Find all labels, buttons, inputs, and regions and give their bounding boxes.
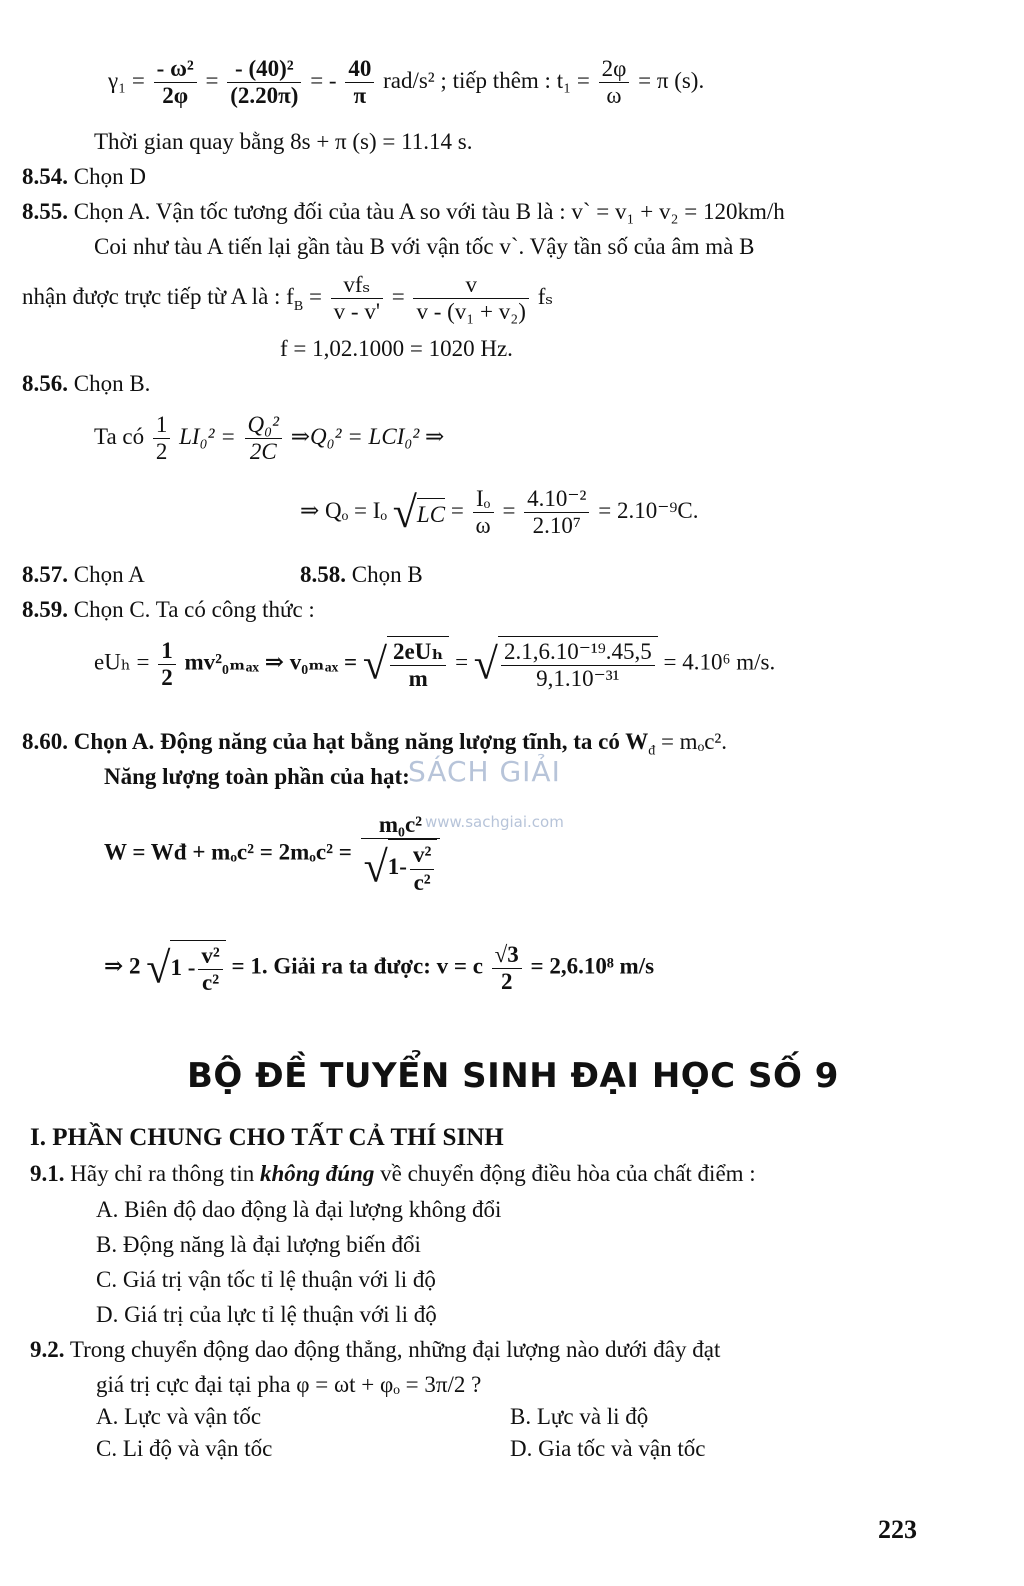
answer-8-56 (22, 370, 150, 398)
frac-1 (154, 56, 197, 110)
answer-number: 8.60. (22, 729, 68, 754)
answer-text: Chọn A. Động năng của hạt bằng năng lượng tĩnh, ta có W (73, 729, 649, 754)
frac-den: m (408, 666, 428, 692)
frac-r1 (390, 639, 446, 693)
total-time: Thời gian quay bằng 8s + π (s) = 11.14 s. (94, 129, 473, 154)
formula-pre: ⇒ 2 (104, 953, 141, 979)
radicand-pre: 1 - (170, 955, 196, 981)
frac-den: v - v' (333, 299, 380, 325)
option-9-1-b: B. Động năng là đại lượng biến đổi (96, 1232, 421, 1257)
answer-8-59-eq (94, 636, 775, 693)
frac-den: 9,1.10⁻³¹ (536, 666, 620, 692)
frac-doppler-1 (331, 272, 383, 326)
question-9-1 (30, 1160, 756, 1188)
radicand: LC (417, 498, 445, 529)
formula-mid: = 1. Giải ra ta được: v = c (231, 953, 483, 979)
formula-pre: ⇒ Qₒ = Iₒ (300, 498, 388, 524)
radical-sign: √ (146, 943, 171, 993)
frac-num: m₀c² (361, 812, 441, 839)
answer-number: 8.56. (22, 371, 68, 396)
part-title: I. PHẦN CHUNG CHO TẤT CẢ THÍ SINH (30, 1124, 504, 1151)
frac-2 (227, 56, 301, 110)
section-title: BỘ ĐỀ TUYỂN SINH ĐẠI HỌC SỐ 9 (187, 1056, 839, 1096)
equals: = (502, 498, 516, 524)
formula-pre: eUₕ = (94, 649, 150, 675)
question-text: Trong chuyển động dao động thẳng, những đại lượng nào dưới đây đạt (69, 1337, 721, 1362)
answer-text: Chọn D (73, 164, 146, 189)
question-number: 9.1. (30, 1161, 65, 1186)
answer-text: Chọn A (73, 562, 145, 587)
frac-den: 2 (155, 439, 168, 465)
frac-den: 2φ (162, 83, 189, 109)
answer-text-tail: = mₒc². (660, 729, 728, 754)
answer-number: 8.55. (22, 199, 68, 224)
frac-energy (361, 812, 441, 896)
frac-den: c² (202, 970, 220, 996)
frac-den: ω (606, 83, 622, 109)
frac-half (153, 412, 171, 466)
frac-4 (599, 56, 630, 110)
frac-den: π (353, 83, 367, 109)
option-9-2-c: C. Li độ và vận tốc (96, 1436, 273, 1461)
frac-num: Q₀² (245, 412, 283, 439)
subscript: đ (648, 743, 656, 759)
option-9-1-a: A. Biên độ dao động là đại lượng không đổi (96, 1197, 502, 1222)
option-9-2-d: D. Gia tốc và vận tốc (510, 1436, 706, 1461)
answer-text: Chọn B (351, 562, 423, 587)
frac-q (245, 412, 283, 466)
question-9-2 (30, 1336, 720, 1364)
formula-tail: = 4.10⁶ m/s. (663, 649, 776, 675)
answer-number: 8.54. (22, 164, 68, 189)
frac-den: 2C (249, 439, 277, 465)
frac-v2c2 (198, 943, 222, 997)
formula-pre: Ta có (94, 424, 145, 450)
answer-8-55 (22, 198, 785, 226)
frac-v2c2 (410, 842, 434, 896)
frac-num: - (40)² (227, 56, 301, 83)
option-9-1-c: C. Giá trị vận tốc tỉ lệ thuận với li độ (96, 1267, 436, 1292)
option-9-2-b: B. Lực và li độ (510, 1404, 649, 1429)
equals: = - (310, 68, 337, 94)
frac-io (473, 486, 494, 540)
answer-8-59 (22, 596, 315, 624)
equals: = (205, 68, 219, 94)
radical-sign: √ (362, 639, 387, 689)
watermark-logo: SÁCH GIẢI (408, 755, 561, 788)
frac-num: 2.1,6.10⁻¹⁹.45,5 (501, 639, 655, 666)
answer-8-58 (300, 561, 423, 589)
eq-gamma-tail: = π (s). (638, 68, 705, 94)
formula-pre: W = Wđ + mₒc² = 2mₒc² = (104, 839, 352, 865)
frac-num: 40 (345, 56, 374, 83)
frac-num: 2eUₕ (390, 639, 446, 666)
question-text-tail: về chuyển động điều hòa của chất điểm : (380, 1161, 756, 1186)
formula-tail: ⇒Q₀² = LCI₀² ⇒ (290, 424, 445, 450)
page-number: 223 (878, 1515, 917, 1544)
frac-r2 (501, 639, 655, 693)
frac-doppler-2 (413, 272, 529, 326)
option-9-1-d: D. Giá trị của lực tỉ lệ thuận với li độ (96, 1302, 437, 1327)
frac-num: 4.10⁻² (524, 486, 589, 513)
frac-sqrt3 (492, 942, 522, 996)
frac-num: 1 (158, 638, 176, 665)
answer-8-56-eq1 (94, 412, 444, 466)
question-9-2-line2: giá trị cực đại tại pha φ = ωt + φₒ = 3π/2 ? (96, 1372, 482, 1397)
frac-num: v² (198, 943, 222, 970)
formula-tail: fₛ (537, 284, 554, 310)
eq-gamma-lhs: γ₁ = (108, 68, 145, 94)
formula-mid: mv²₀ₘₐₓ ⇒ v₀ₘₐₓ = (184, 649, 358, 675)
formula-tail: = 2,6.10⁸ m/s (530, 953, 655, 979)
answer-text: Chọn C. Ta có công thức : (73, 597, 315, 622)
radical-sign: √ (363, 842, 388, 892)
radical-sign: √ (392, 487, 417, 537)
frac-num: v² (410, 842, 434, 869)
sqrt-2 (474, 636, 658, 693)
frac-num: vfₛ (331, 272, 383, 299)
radicand-pre: 1- (387, 854, 407, 880)
answer-text: Chọn A. Vận tốc tương đối của tàu A so với tàu B là : v` = v₁ + v₂ = 120km/h (73, 199, 785, 224)
answer-8-54 (22, 163, 146, 191)
frac-den: v - (v₁ + v₂) (416, 299, 526, 325)
frac-den: c² (413, 869, 431, 895)
answer-8-60-line2: Năng lượng toàn phần của hạt: (104, 764, 410, 789)
frac-den: 2 (161, 664, 173, 690)
sqrt-lc (392, 487, 446, 537)
eq-gamma (108, 56, 704, 110)
sqrt-solve (146, 940, 225, 997)
option-9-2-a: A. Lực và vận tốc (96, 1404, 262, 1429)
sqrt-1 (363, 636, 449, 693)
question-number: 9.2. (30, 1337, 65, 1362)
answer-text: Chọn B. (73, 371, 151, 396)
frac-den (361, 839, 441, 896)
answer-8-56-eq2 (300, 486, 698, 540)
frac-num: v (413, 272, 529, 299)
equals: = (455, 649, 469, 675)
question-text: Hãy chỉ ra thông tin (70, 1161, 255, 1186)
answer-8-60-energy (104, 812, 443, 896)
answer-8-60 (22, 728, 727, 760)
frac-den: 2 (500, 968, 513, 994)
answer-8-55-formula (22, 272, 553, 326)
subscript: B (293, 298, 304, 314)
frac-value (524, 486, 589, 540)
answer-8-55-result: f = 1,02.1000 = 1020 Hz. (280, 336, 513, 361)
formula-pre: nhận được trực tiếp từ A là : f (22, 284, 294, 310)
radical-sign: √ (473, 639, 498, 689)
frac-num: 2φ (599, 56, 630, 83)
sqrt-lorentz (364, 839, 438, 896)
answer-number: 8.58. (300, 562, 346, 587)
frac-den: (2.20π) (230, 83, 299, 109)
frac-half (158, 638, 176, 692)
formula-tail: = 2.10⁻⁹C. (598, 498, 699, 524)
question-emphasis: không đúng (259, 1161, 375, 1186)
eq-gamma-unit: rad/s² ; tiếp thêm : t₁ = (383, 68, 590, 94)
frac-num: Iₒ (473, 486, 494, 513)
frac-num: 1 (153, 412, 171, 439)
answer-8-60-solve (104, 940, 654, 997)
equals: = (308, 284, 322, 310)
frac-den: ω (475, 513, 491, 539)
equals: = (391, 284, 405, 310)
watermark-url: www.sachgiai.com (425, 813, 564, 831)
answer-number: 8.57. (22, 562, 68, 587)
frac-3 (345, 56, 374, 110)
equals: = (450, 498, 464, 524)
frac-den: 2.10⁷ (532, 513, 581, 539)
frac-num: √3 (492, 942, 522, 969)
formula-mid: LI₀² = (179, 424, 236, 450)
answer-number: 8.59. (22, 597, 68, 622)
frac-num: - ω² (154, 56, 197, 83)
answer-8-55-line2: Coi như tàu A tiến lại gần tàu B với vận tốc v`. Vậy tần số của âm mà B (94, 234, 755, 259)
answer-8-57 (22, 561, 145, 589)
